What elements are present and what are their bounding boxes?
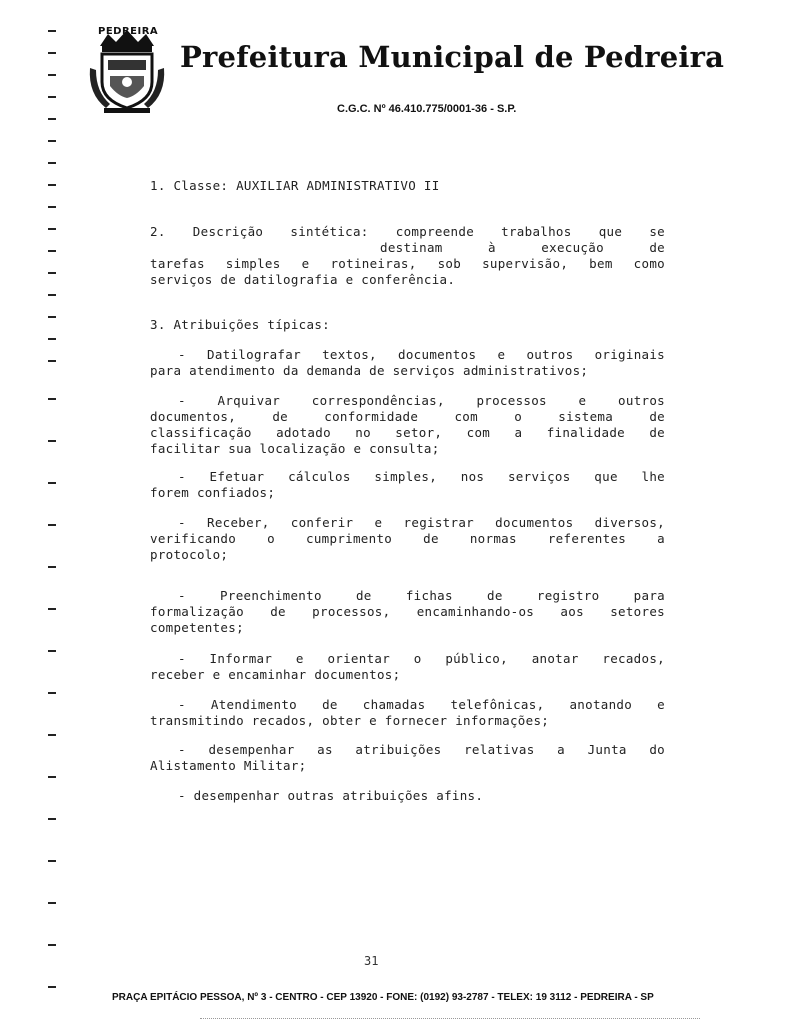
margin-tick [48, 140, 56, 142]
atribuicao-line: verificando o cumprimento de normas referentes a [150, 531, 665, 546]
footer-address: PRAÇA EPITÁCIO PESSOA, Nº 3 - CENTRO - CEP 13920 - FONE: (0192) 93-2787 - TELEX: 19 3112 - PEDREIRA - SP [112, 992, 654, 1003]
footer-rule [200, 1018, 700, 1020]
margin-tick [48, 162, 56, 164]
cgc-number: C.G.C. Nº 46.410.775/0001-36 - S.P. [337, 103, 517, 115]
margin-tick [48, 118, 56, 120]
descricao-line: 2. Descrição sintética: compreende trabalhos que se [150, 224, 665, 239]
item-descricao [150, 224, 665, 288]
atribuicao-line: Alistamento Militar; [150, 758, 307, 773]
atribuicao-line: protocolo; [150, 547, 229, 562]
atribuicao-line: transmitindo recados, obter e fornecer informações; [150, 713, 550, 728]
item-atribuicoes [150, 317, 665, 333]
atribuicao-line: - desempenhar outras atribuições afins. [178, 788, 484, 803]
margin-tick [48, 52, 56, 54]
atribuicao-line: competentes; [150, 620, 244, 635]
margin-tick [48, 482, 56, 484]
margin-tick [48, 96, 56, 98]
descricao-line: destinam à execução de [380, 240, 665, 255]
item-classe [150, 178, 665, 194]
atribuicao-line: para atendimento da demanda de serviços administrativos; [150, 363, 589, 378]
margin-tick [48, 818, 56, 820]
atribuicao-item [150, 697, 665, 729]
margin-tick [48, 776, 56, 778]
page-number: 31 [364, 954, 379, 968]
atribuicoes-heading: 3. Atribuições típicas: [150, 317, 330, 332]
margin-tick [48, 524, 56, 526]
margin-tick-marks [48, 0, 60, 1031]
margin-tick [48, 30, 56, 32]
atribuicao-item [150, 469, 665, 501]
margin-tick [48, 944, 56, 946]
margin-tick [48, 986, 56, 988]
atribuicao-item [150, 651, 665, 683]
atribuicao-item [150, 742, 665, 774]
atribuicao-line: documentos, de conformidade com o sistema de [150, 409, 665, 424]
margin-tick [48, 250, 56, 252]
atribuicao-line: formalização de processos, encaminhando-os aos setores [150, 604, 665, 619]
atribuicao-item [150, 788, 665, 804]
margin-tick [48, 74, 56, 76]
margin-tick [48, 692, 56, 694]
atribuicao-line: classificação adotado no setor, com a finalidade de [150, 425, 665, 440]
classe-text: 1. Classe: AUXILIAR ADMINISTRATIVO II [150, 178, 440, 193]
atribuicao-line: - Datilografar textos, documentos e outros originais [178, 347, 665, 362]
margin-tick [48, 360, 56, 362]
page-title: Prefeitura Municipal de Pedreira [180, 40, 725, 74]
margin-tick [48, 440, 56, 442]
margin-tick [48, 860, 56, 862]
margin-tick [48, 608, 56, 610]
atribuicao-line: - Receber, conferir e registrar documentos diversos, [178, 515, 665, 530]
margin-tick [48, 650, 56, 652]
margin-tick [48, 566, 56, 568]
atribuicao-item [150, 347, 665, 379]
atribuicao-line: forem confiados; [150, 485, 276, 500]
atribuicao-line: - Atendimento de chamadas telefônicas, anotando e [178, 697, 665, 712]
atribuicao-line: - Efetuar cálculos simples, nos serviços que lhe [178, 469, 665, 484]
margin-tick [48, 316, 56, 318]
margin-tick [48, 184, 56, 186]
descricao-line: serviços de datilografia e conferência. [150, 272, 456, 287]
margin-tick [48, 734, 56, 736]
atribuicao-line: - Preenchimento de fichas de registro para [178, 588, 665, 603]
margin-tick [48, 206, 56, 208]
atribuicao-line: - Informar e orientar o público, anotar recados, [178, 651, 665, 666]
margin-tick [48, 902, 56, 904]
atribuicao-item [150, 588, 665, 636]
municipal-seal-icon [86, 24, 168, 116]
descricao-line: tarefas simples e rotineiras, sob supervisão, bem como [150, 256, 665, 271]
margin-tick [48, 272, 56, 274]
atribuicao-line: - Arquivar correspondências, processos e outros [178, 393, 665, 408]
atribuicao-item [150, 515, 665, 563]
margin-tick [48, 228, 56, 230]
margin-tick [48, 294, 56, 296]
atribuicao-line: receber e encaminhar documentos; [150, 667, 401, 682]
atribuicao-item [150, 393, 665, 457]
margin-tick [48, 398, 56, 400]
seal-label: PEDREIRA [98, 26, 159, 37]
margin-tick [48, 338, 56, 340]
atribuicao-line: facilitar sua localização e consulta; [150, 441, 440, 456]
atribuicao-line: - desempenhar as atribuições relativas a Junta do [178, 742, 665, 757]
